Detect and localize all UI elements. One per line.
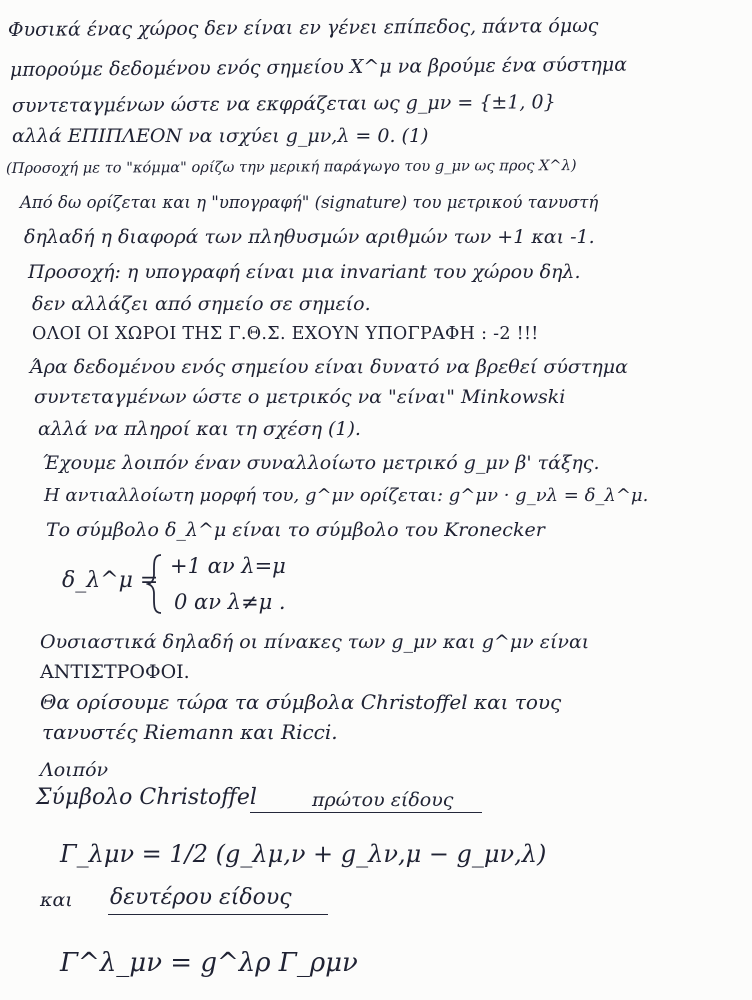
kronecker-case-2: 0 αν λ≠μ . xyxy=(174,590,286,614)
christoffel-second-kind: δευτέρου είδους xyxy=(110,885,292,910)
text-line-21: Λοιπόν xyxy=(40,759,109,781)
text-line-18: ΑΝΤΙΣΤΡΟΦΟΙ. xyxy=(40,661,190,683)
text-line-8: Προσοχή: η υπογραφή είναι μια invariant του χώρου δηλ. xyxy=(28,261,581,283)
christoffel-first-label: Σύμβολο Christoffel xyxy=(36,785,257,810)
text-line-1: Φυσικά ένας χώρος δεν είναι εν γένει επίπεδος, πάντα όμως xyxy=(7,14,599,41)
text-line-3: συντεταγμένων ώστε να εκφράζεται ως g_μν = {±1, 0} xyxy=(11,91,556,117)
text-line-7: δηλαδή η διαφορά των πληθυσμών αριθμών των +1 και -1. xyxy=(24,226,595,248)
christoffel-second-prefix: και xyxy=(40,889,73,911)
text-line-17: Ουσιαστικά δηλαδή οι πίνακες των g_μν και g^μν είναι xyxy=(40,631,590,653)
kronecker-brace xyxy=(146,552,166,616)
text-line-12: συντεταγμένων ώστε ο μετρικός να "είναι" Minkowski xyxy=(34,386,566,408)
underline-first-kind xyxy=(250,812,482,813)
christoffel-first-kind: πρώτου είδους xyxy=(312,789,454,811)
text-line-16: Το σύμβολο δ_λ^μ είναι το σύμβολο του Kronecker xyxy=(46,519,545,541)
text-line-2: μπορούμε δεδομένου ενός σημείου X^μ να βρούμε ένα σύστημα xyxy=(9,53,628,81)
kronecker-case-1: +1 αν λ=μ xyxy=(170,554,286,578)
text-line-13: αλλά να πληροί και τη σχέση (1). xyxy=(38,418,361,440)
underline-second-kind xyxy=(108,914,328,915)
text-line-9: δεν αλλάζει από σημείο σε σημείο. xyxy=(32,293,371,315)
text-line-6: Από δω ορίζεται και η "υπογραφή" (signature) του μετρικού τανυστή xyxy=(20,193,599,212)
christoffel-second-formula: Γ^λ_μν = g^λρ Γ_ρμν xyxy=(60,948,358,978)
text-line-20: τανυστές Riemann και Ricci. xyxy=(42,720,338,744)
kronecker-lhs: δ_λ^μ = xyxy=(62,568,159,593)
text-line-11: Άρα δεδομένου ενός σημείου είναι δυνατό να βρεθεί σύστημα xyxy=(30,356,628,378)
text-line-5: (Προσοχή με το "κόμμα" ορίζω την μερική παράγωγο του g_μν ως προς X^λ) xyxy=(5,157,577,177)
christoffel-first-formula: Γ_λμν = 1/2 (g_λμ,ν + g_λν,μ − g_μν,λ) xyxy=(60,840,547,868)
text-line-15: Η αντιαλλοίωτη μορφή του, g^μν ορίζεται: g^μν · g_νλ = δ_λ^μ. xyxy=(44,485,649,506)
text-line-14: Έχουμε λοιπόν έναν συναλλοίωτο μετρικό g_μν β' τάξης. xyxy=(42,452,600,474)
text-line-4: αλλά ΕΠΙΠΛΕΟΝ να ισχύει g_μν,λ = 0. (1) xyxy=(12,125,429,147)
text-line-19: Θα ορίσουμε τώρα τα σύμβολα Christoffel και τους xyxy=(40,690,562,714)
text-line-10: ΟΛΟΙ ΟΙ ΧΩΡΟΙ ΤΗΣ Γ.Θ.Σ. ΕΧΟΥΝ ΥΠΟΓΡΑΦΗ : -2 !!! xyxy=(32,324,539,344)
